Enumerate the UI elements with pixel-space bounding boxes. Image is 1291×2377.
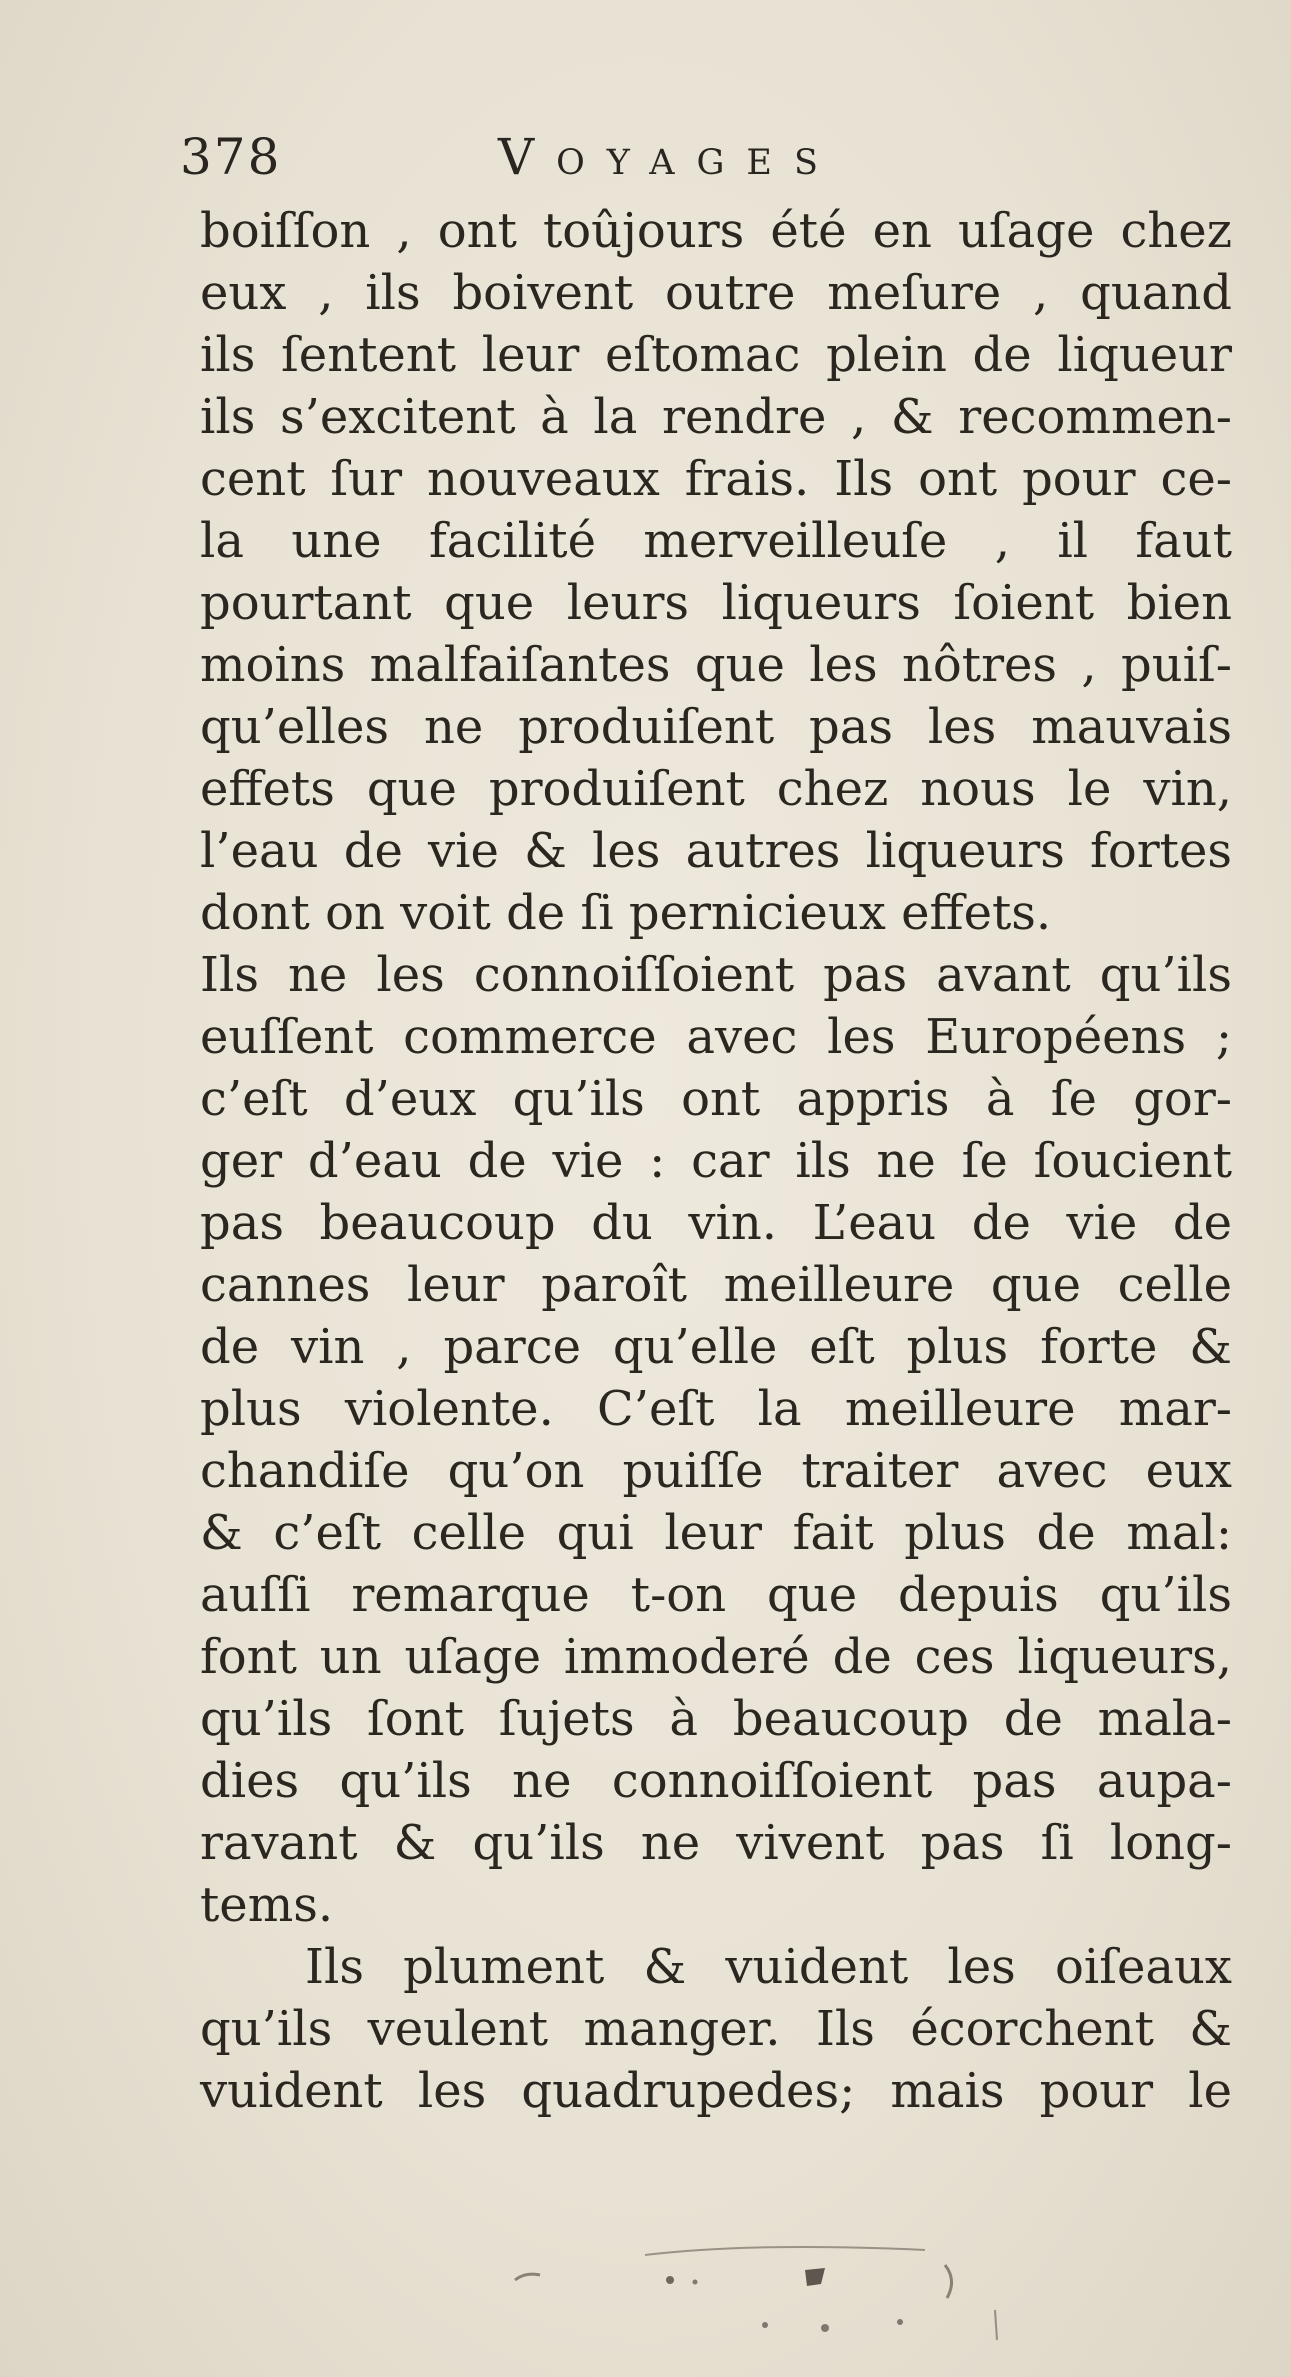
text-line: c’eſt d’eux qu’ils ont appris à ſe gor- [200,1071,1232,1127]
text-line: cent ſur nouveaux frais. Ils ont pour ce- [200,451,1232,507]
text-line: qu’ils ſont ſujets à beaucoup de mala- [200,1691,1232,1747]
text-line: Ils plument & vuident les oiſeaux [305,1939,1232,1995]
text-line: qu’elles ne produiſent pas les mauvais [200,699,1232,755]
text-line: pourtant que leurs liqueurs ſoient bien [200,575,1232,631]
text-line: l’eau de vie & les autres liqueurs fortes [200,823,1232,879]
page-number: 378 [180,128,282,186]
text-line: eux , ils boivent outre meſure , quand [200,265,1232,321]
text-line: qu’ils veulent manger. Ils écorchent & [200,2001,1232,2057]
text-line: font un uſage immoderé de ces liqueurs, [200,1629,1232,1685]
text-line: dont on voit de ſi pernicieux effets. [200,885,1052,941]
ink-blemish [495,2240,1055,2350]
text-line: boiſſon , ont toûjours été en uſage chez [200,203,1232,259]
text-line: moins malfaiſantes que les nôtres , puiſ- [200,637,1232,693]
text-line: chandiſe qu’on puiſſe traiter avec eux [200,1443,1232,1499]
text-line: ger d’eau de vie : car ils ne ſe ſoucient [200,1133,1232,1189]
text-line: plus violente. C’eſt la meilleure mar- [200,1381,1232,1437]
text-line: la une facilité merveilleuſe , il faut [200,513,1232,569]
text-line: vuident les quadrupedes; mais pour le [200,2063,1232,2119]
text-line: pas beaucoup du vin. L’eau de vie de [200,1195,1232,1251]
page-header [180,128,1180,198]
body-text [200,200,1232,2122]
text-line: ravant & qu’ils ne vivent pas ſi long- [200,1815,1232,1871]
text-line: tems. [200,1877,334,1933]
text-line: auſſi remarque t-on que depuis qu’ils [200,1567,1232,1623]
text-line: effets que produiſent chez nous le vin, [200,761,1232,817]
text-line: cannes leur paroît meilleure que celle [200,1257,1232,1313]
running-title: Voyages [498,128,840,186]
text-line: dies qu’ils ne connoiſſoient pas aupa- [200,1753,1232,1809]
text-line: Ils ne les connoiſſoient pas avant qu’ils [200,947,1232,1003]
text-line: de vin , parce qu’elle eſt plus forte & [200,1319,1232,1375]
text-line: & c’eſt celle qui leur fait plus de mal: [200,1505,1232,1561]
text-line: euſſent commerce avec les Européens ; [200,1009,1232,1065]
text-line: ils ſentent leur eſtomac plein de liqueur [200,327,1232,383]
text-line: ils s’excitent à la rendre , & recommen- [200,389,1232,445]
